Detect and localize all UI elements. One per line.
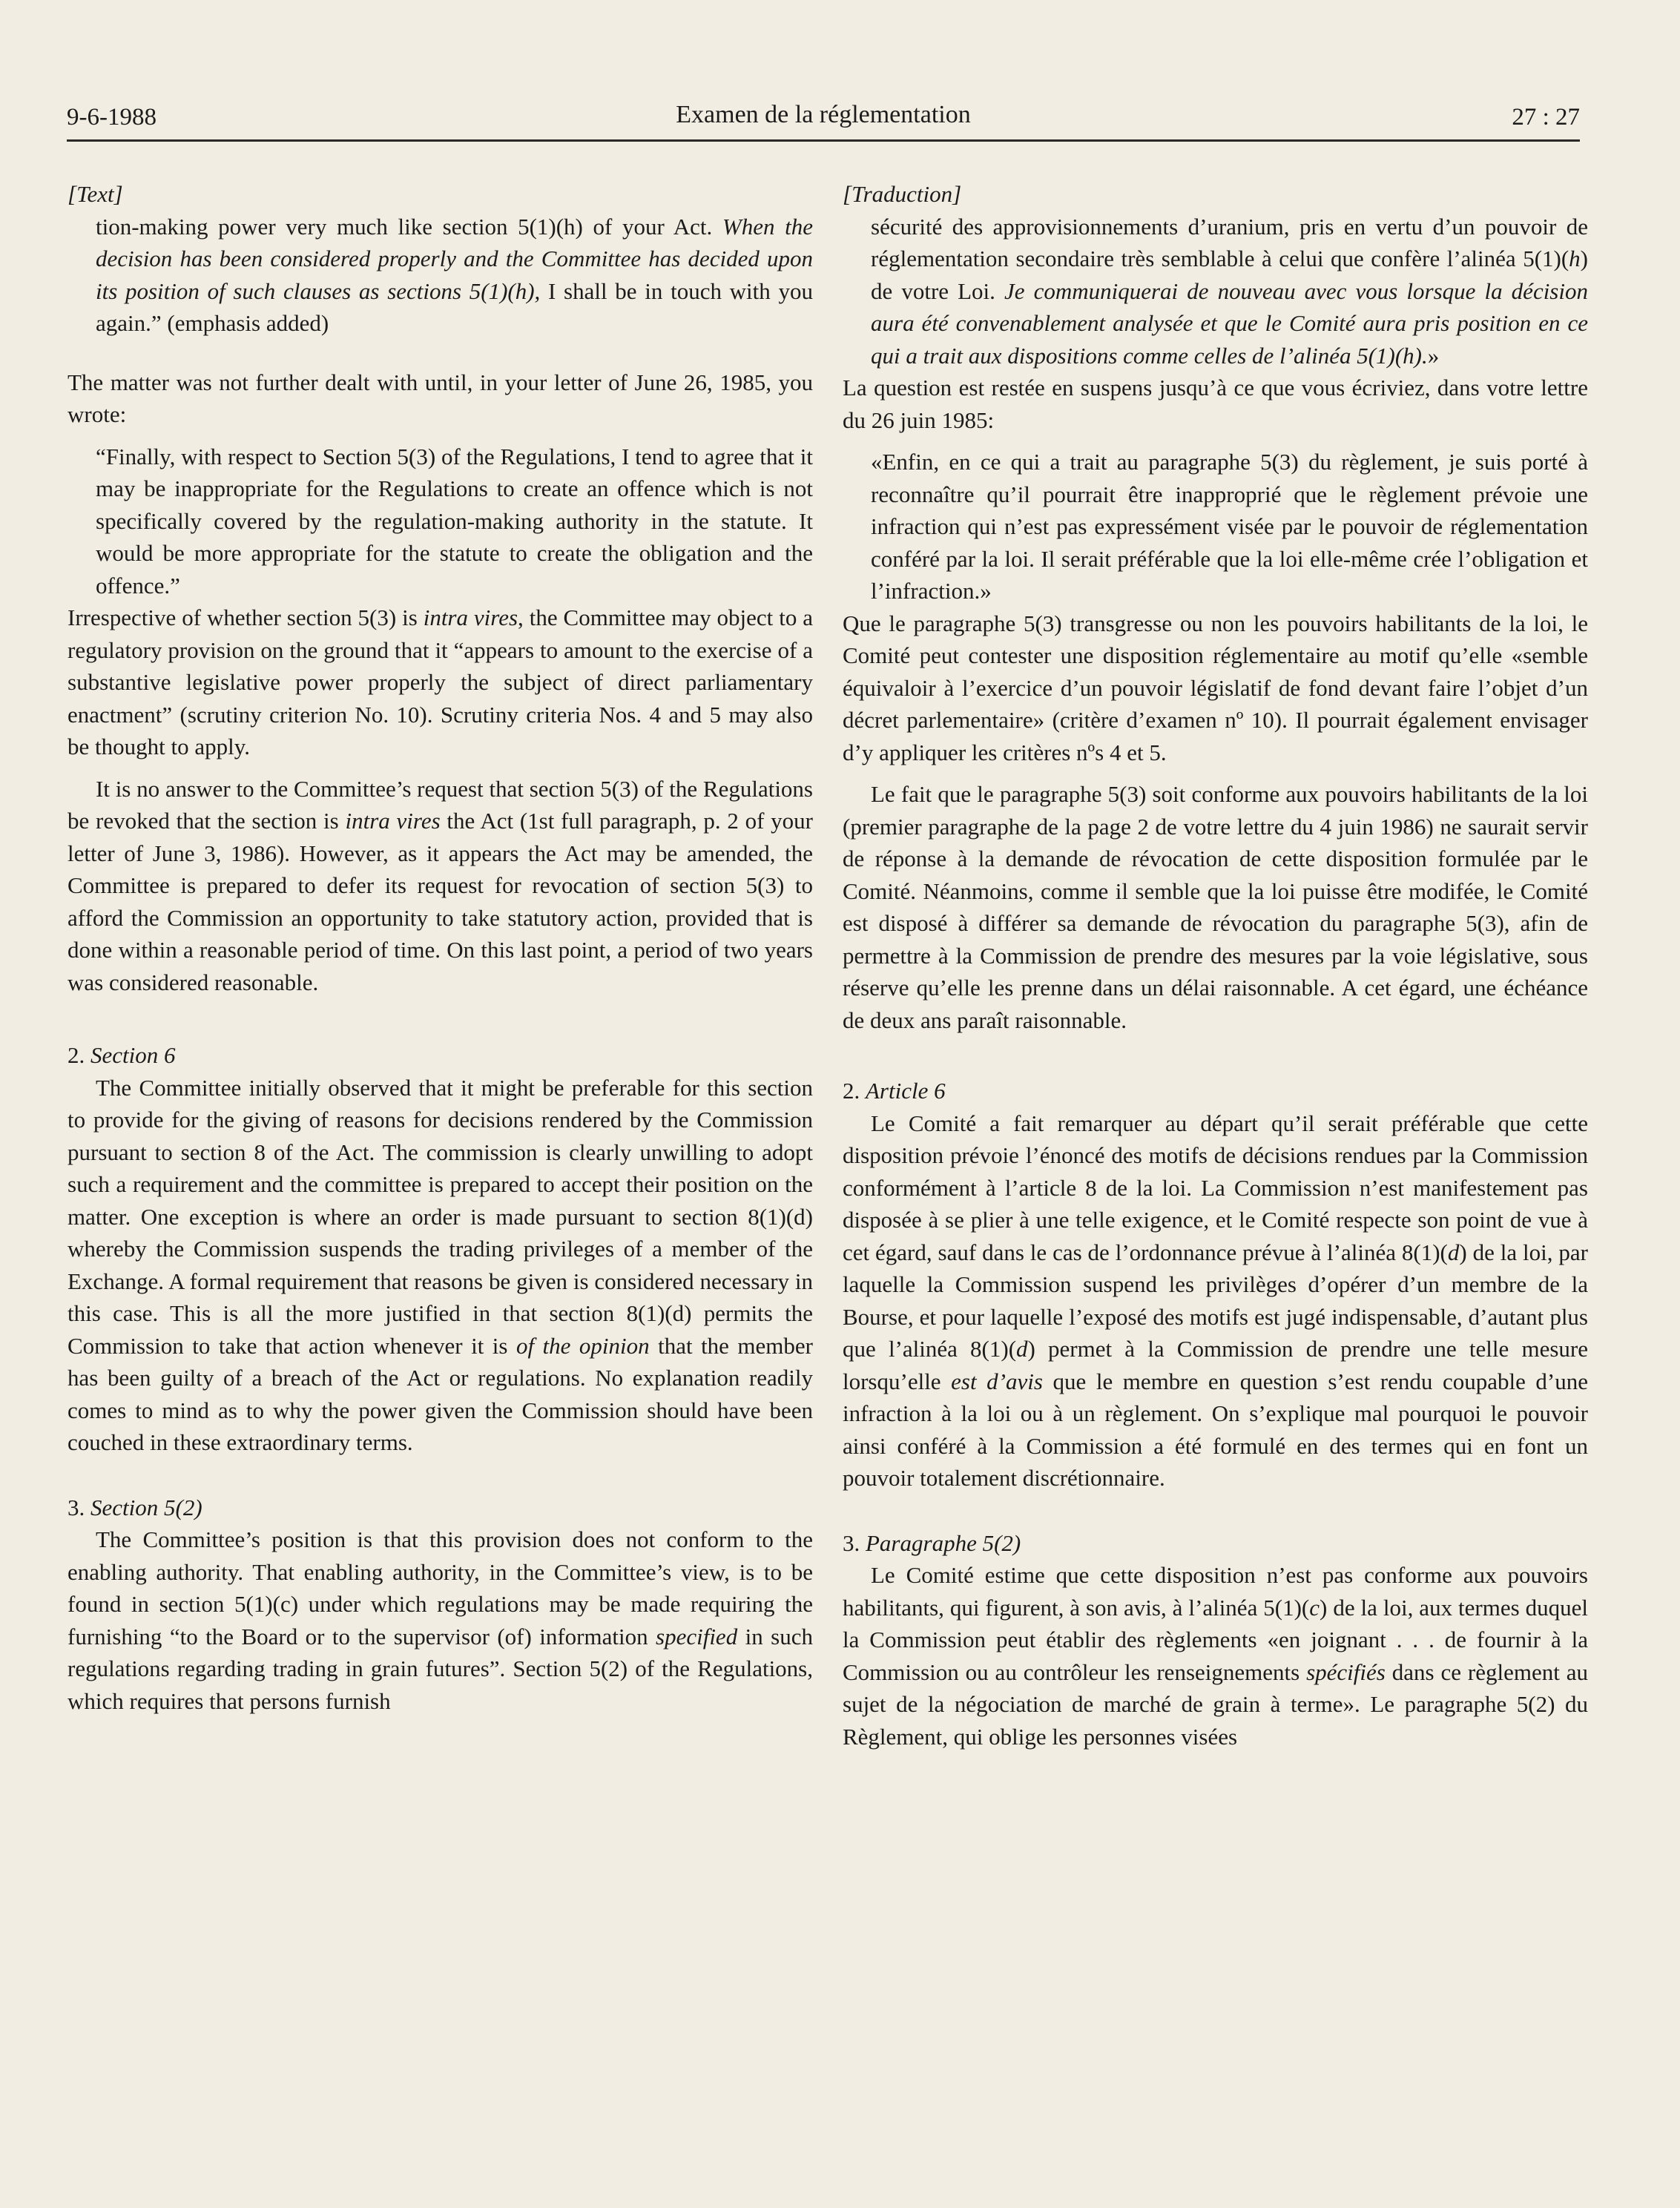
- left-p4-text: Irrespective of whether section 5(3) is: [67, 604, 424, 630]
- header-title: Examen de la réglementation: [676, 101, 971, 128]
- left-h3-number: 3.: [67, 1494, 90, 1520]
- left-paragraph-4: [67, 602, 813, 763]
- page-header: [67, 99, 1580, 135]
- right-p6-text-3: ) permet à la Commission de prendre une telle mesure lorsqu’elle: [843, 1336, 1588, 1394]
- right-paragraph-4: Que le paragraphe 5(3) transgresse ou non les pouvoirs habilitants de la loi, le Comité peut contester une disposition réglementaire au motif qu’elle «semble équivaloir à l’exercice d’un pouvoir législatif de fond devant faire l’objet d’un décret parlementaire» (critère d’examen nº 10). Il pourrait également envisager d’y appliquer les critères nºs 4 et 5.: [843, 610, 1588, 765]
- left-p1-emphasis: When the decision has been considered properly and the Committee has decided upon its position of such clauses as sections 5(1)(h),: [96, 213, 813, 304]
- right-p1-emphasis: Je communiquerai de nouveau avec vous lorsque la décision aura été convenablement analysée et que le Comité aura pris position en ce qui a trait aux dispositions comme celles de l’alinéa 5(1)(h).: [871, 277, 1588, 369]
- left-p4-emphasis: intra vires: [423, 604, 518, 630]
- left-p7-emphasis: specified: [656, 1623, 738, 1650]
- left-p6-text: The Committee initially observed that it might be preferable for this section to provide for the giving of reasons for decisions rendered by the Commission pursuant to section 8 of the Act. The commission is clearly unwilling to adopt such a requirement and the committee is prepared to accept their position on the matter. One exception is where an order is made pursuant to section 8(1)(d) whereby the Commission suspends the trading privileges of a member of the Exchange. A formal requirement that reasons be given is considered necessary in this case. This is all the more justified in that section 8(1)(d) permits the Commission to take that action whenever it is: [67, 1074, 813, 1359]
- right-heading-paragraphe-5-2: [843, 1527, 1588, 1560]
- right-quote: «Enfin, en ce qui a trait au paragraphe 5(3) du règlement, je suis porté à reconnaître qu’il pourrait être inapproprié que le règlement prévoie une infraction qui n’est pas expressément visée par le pouvoir de réglementation conféré par la loi. Il serait préférable que la loi elle-même crée l’obligation et l’infraction.»: [871, 449, 1588, 604]
- right-paragraph-7: [843, 1559, 1588, 1753]
- right-p6-text-end: que le membre en question s’est rendu coupable d’une infraction à la loi ou à un règlement. On s’explique mal pourquoi le pouvoir ainsi conféré à la Commission a été formulé en des termes qui en font un pouvoir totalement discrétionnaire.: [843, 1368, 1589, 1491]
- left-p4-text-end: , the Committee may object to a regulatory provision on the ground that it “appears to amount to the exercise of a substantive legislative power properly the subject of direct parliamentary enactment” (scrutiny criterion No. 10). Scrutiny criteria Nos. 4 and 5 may also be thought to apply.: [67, 604, 814, 759]
- right-p6-text-2: ) de la loi, par laquelle la Commission suspend les privilèges d’opérer d’un membre de la Bourse, et pour laquelle l’exposé des motifs est jugé indispensable, d’autant plus que l’alinéa 8(1)(: [843, 1239, 1588, 1362]
- right-heading-article-6: [843, 1075, 1588, 1107]
- header-date: 9-6-1988: [67, 104, 157, 131]
- left-paragraph-5: [67, 773, 813, 999]
- left-h3-title: Section 5(2): [90, 1494, 202, 1520]
- left-p5-text-end: the Act (1st full paragraph, p. 2 of your letter of June 3, 1986). However, as it appears the Act may be amended, the Committee is prepared to defer its request for revocation of section 5(3) to afford the Commission an opportunity to take statutory action, provided that is done within a reasonable period of time. On this last point, a period of two years was considered reasonable.: [67, 808, 813, 995]
- right-h3-number: 3.: [843, 1529, 866, 1556]
- left-p5-emphasis: intra vires: [345, 808, 441, 834]
- right-p6-emphasis: est d’avis: [951, 1368, 1043, 1394]
- left-paragraph-7: [67, 1523, 813, 1717]
- traduction-tag: [Traduction]: [843, 181, 962, 207]
- right-p1-close-quote: »: [1427, 342, 1440, 369]
- right-paragraph-6: [843, 1107, 1588, 1494]
- header-page-number: 27 : 27: [1512, 104, 1580, 131]
- right-p6-letter-2: d: [1016, 1336, 1028, 1362]
- right-p1-text-mid: ) de votre Loi.: [871, 245, 1588, 304]
- right-p7-letter: c: [1309, 1594, 1320, 1621]
- left-paragraph-6: [67, 1072, 813, 1459]
- left-p6-emphasis: of the opinion: [515, 1332, 650, 1359]
- right-paragraph-5: Le fait que le paragraphe 5(3) soit conforme aux pouvoirs habilitants de la loi (premier paragraphe de la page 2 de votre lettre du 4 juin 1986) ne saurait servir de réponse à la demande de révocation de cette disposition formulée par le Comité. Néanmoins, comme il semble que la loi puisse être modifée, le Comité est disposé à différer sa demande de révocation du paragraphe 5(3), afin de permettre à la Commission de prendre des mesures par la voie législative, sous réserve qu’elle les prenne dans un délai raisonnable. A cet égard, une échéance de deux ans paraît raisonnable.: [843, 781, 1588, 1033]
- right-paragraph-2: La question est restée en suspens jusqu’à ce que vous écriviez, dans votre lettre du 26 juin 1985:: [843, 375, 1588, 433]
- right-p1-text: sécurité des approvisionnements d’uranium, pris en vertu d’un pouvoir de réglementation secondaire très semblable à celui que confère l’alinéa 5(1)(: [871, 213, 1588, 271]
- right-p7-text-2: ) de la loi, aux termes duquel la Commission peut établir des règlements «en joignant . . . de fournir à la Commission ou au contrôleur les renseignements: [843, 1594, 1588, 1685]
- french-column: [843, 178, 1588, 1753]
- right-h3-title: Paragraphe 5(2): [866, 1529, 1021, 1556]
- right-p7-emphasis: spécifiés: [1306, 1658, 1386, 1685]
- left-p1-text-end: I shall be in touch with you again.” (emphasis added): [96, 277, 813, 336]
- left-p6-text-end: that the member has been guilty of a breach of the Act or regulations. No explanation readily comes to mind as to why the power given the Commission should have been couched in these extraordinary terms.: [67, 1332, 813, 1455]
- english-column: [67, 178, 813, 1717]
- left-heading-section-6: [67, 1039, 813, 1072]
- left-p1-text: tion-making power very much like section 5(1)(h) of your Act.: [96, 213, 722, 240]
- right-p7-text: Le Comité estime que cette disposition n’est pas conforme aux pouvoirs habilitants, qui figurent, à son avis, à l’alinéa 5(1)(: [843, 1562, 1588, 1621]
- right-p1-letter: h: [1569, 245, 1581, 271]
- left-heading-section-5-2: [67, 1492, 813, 1524]
- left-p7-text-end: in such regulations regarding trading in grain futures”. Section 5(2) of the Regulations, which requires that persons furnish: [67, 1623, 813, 1714]
- left-paragraph-1: [67, 211, 813, 340]
- left-h2-number: 2.: [67, 1042, 90, 1068]
- right-p7-text-end: dans ce règlement au sujet de la négociation de marché de grain à terme». Le paragraphe 5(2) du Règlement, qui oblige les personnes visées: [843, 1658, 1588, 1750]
- right-p6-text: Le Comité a fait remarquer au départ qu’il serait préférable que cette disposition prévoie l’énoncé des motifs de décisions rendues par la Commission conformément à l’article 8 de la loi. La Commission n’est manifestement pas disposée à se plier à une telle exigence, et le Comité respecte son point de vue à cet égard, sauf dans le cas de l’ordonnance prévue à l’alinéa 8(1)(: [843, 1110, 1588, 1265]
- left-p5-text: It is no answer to the Committee’s request that section 5(3) of the Regulations be revoked that the section is: [67, 775, 813, 834]
- right-h2-title: Article 6: [866, 1078, 946, 1104]
- header-rule: [67, 139, 1580, 142]
- right-p6-letter-1: d: [1447, 1239, 1460, 1265]
- right-paragraph-1: [843, 211, 1588, 372]
- left-paragraph-2: The matter was not further dealt with until, in your letter of June 26, 1985, you wrote:: [67, 369, 813, 427]
- left-quote: “Finally, with respect to Section 5(3) of the Regulations, I tend to agree that it may be inappropriate for the Regulations to create an offence which is not specifically covered by the regulation-making authority in the statute. It would be more appropriate for the statute to create the obligation and the offence.”: [96, 443, 813, 599]
- left-p7-text: The Committee’s position is that this provision does not conform to the enabling authority. That enabling authority, in the Committee’s view, is to be found in section 5(1)(c) under which regulations may be made requiring the furnishing “to the Board or to the supervisor (of) information: [67, 1526, 813, 1650]
- left-h2-title: Section 6: [90, 1042, 176, 1068]
- right-h2-number: 2.: [843, 1078, 866, 1104]
- text-tag: [Text]: [67, 181, 123, 207]
